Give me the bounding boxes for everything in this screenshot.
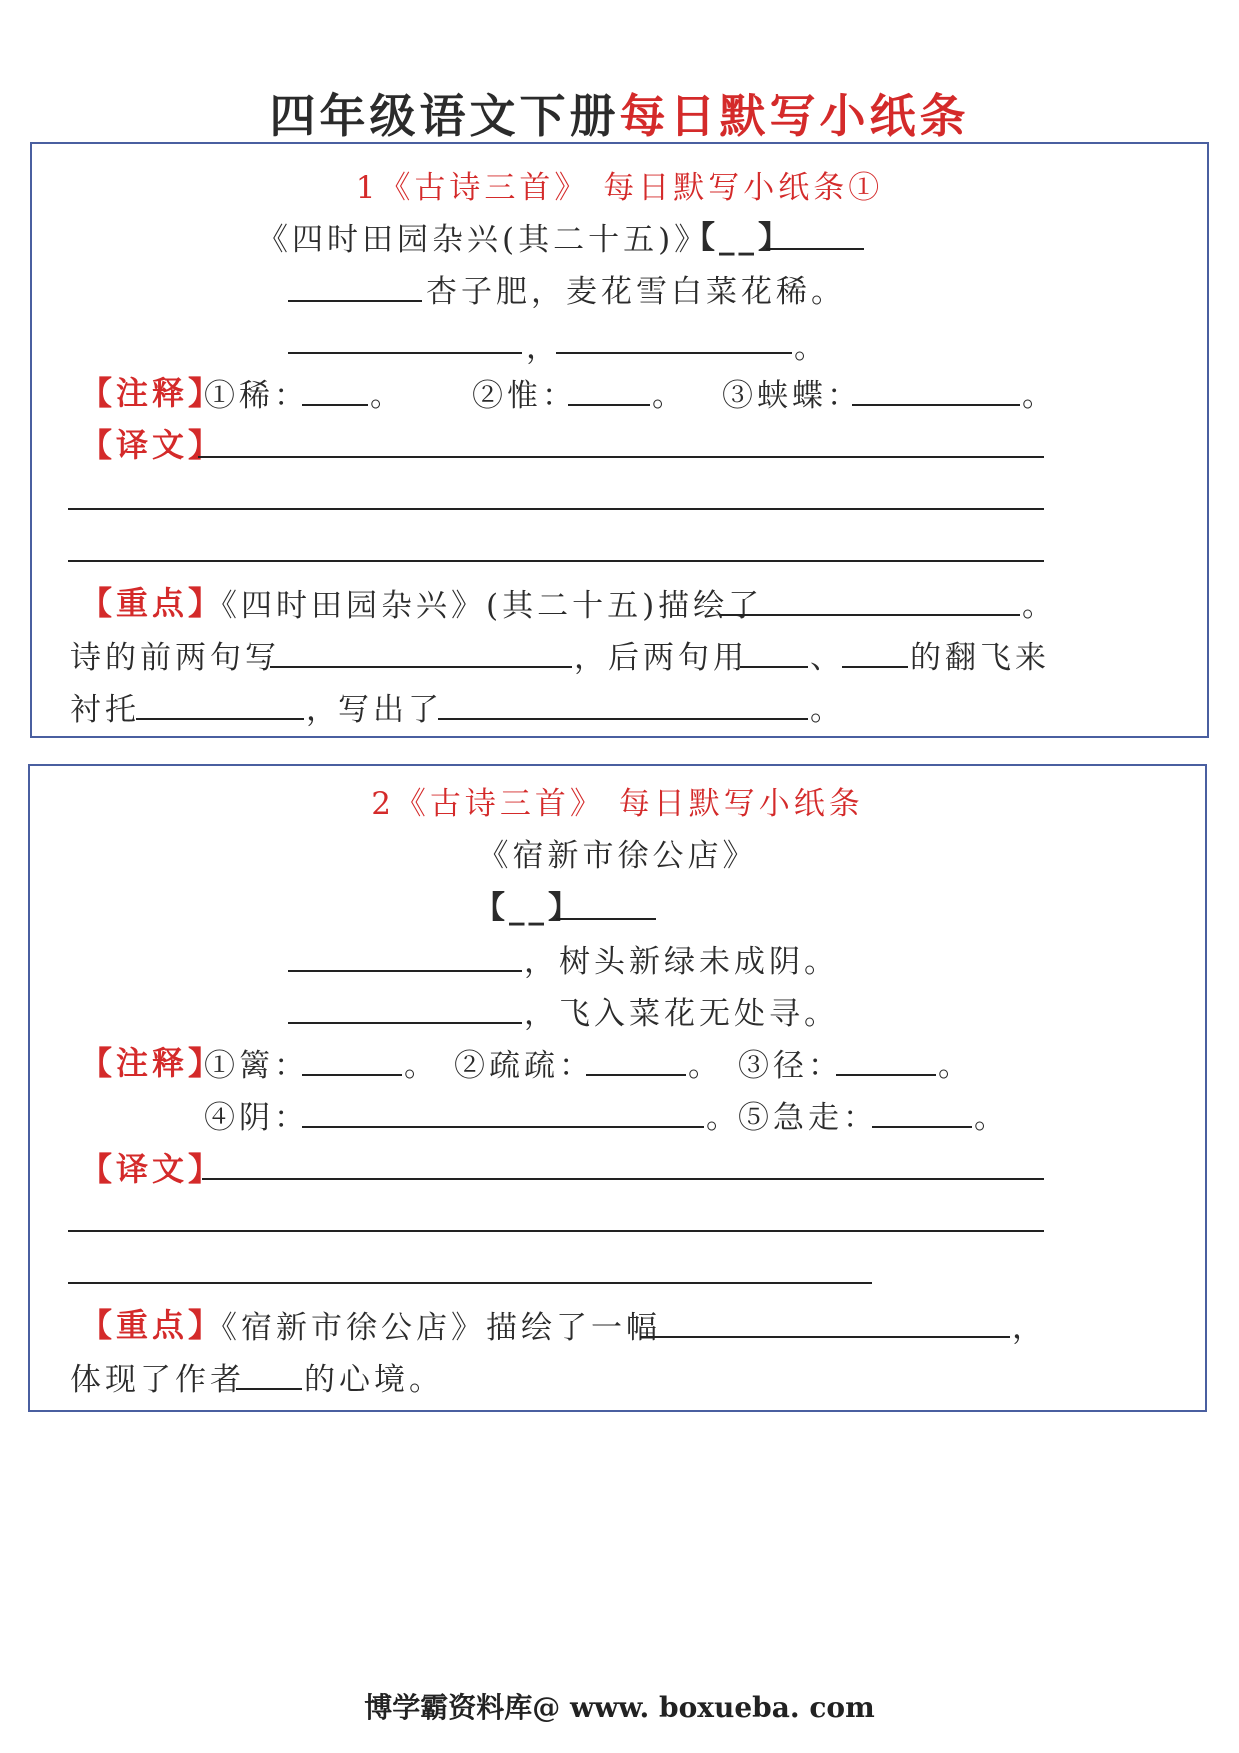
key-text-1-1: 《四时田园杂兴》(其二十五)描绘了 bbox=[206, 588, 764, 624]
page-title: 四年级语文下册每日默写小纸条 bbox=[269, 89, 970, 143]
notes-label-1: 【注释】 bbox=[80, 374, 225, 412]
note-blank-2-2[interactable] bbox=[586, 1074, 686, 1076]
card-2 bbox=[28, 764, 1207, 1412]
key-blank-2-1[interactable] bbox=[640, 1336, 1010, 1338]
key-blank-1-1[interactable] bbox=[720, 614, 1020, 616]
verse-line-2-1: ，树头新绿未成阴。 bbox=[524, 944, 839, 980]
card-2-heading: 2《古诗三首》 每日默写小纸条 bbox=[371, 786, 864, 822]
footer-watermark: 博学霸资料库@ www. boxueba. com bbox=[364, 1691, 875, 1724]
key-period: 。 bbox=[810, 692, 845, 728]
note-2-2: ②疏疏： bbox=[454, 1048, 594, 1084]
translation-line-2-2[interactable] bbox=[68, 1230, 1044, 1232]
card-1 bbox=[30, 142, 1209, 738]
verse-comma: ， bbox=[526, 330, 561, 366]
key-text-2-2: 体现了作者 bbox=[70, 1362, 245, 1398]
note-blank-1-1[interactable] bbox=[302, 404, 368, 406]
note-1-2: ②惟： bbox=[472, 378, 577, 414]
verse-blank-2-1[interactable] bbox=[288, 970, 522, 972]
note-period: 。 bbox=[706, 1100, 741, 1136]
card-1-heading: 1《古诗三首》 每日默写小纸条① bbox=[355, 170, 884, 206]
verse-line-2-2: ，飞入菜花无处寻。 bbox=[524, 996, 839, 1032]
key-text-1-5: 衬托 bbox=[70, 692, 140, 728]
author-blank-1[interactable] bbox=[766, 248, 864, 250]
author-blank-2[interactable] bbox=[556, 918, 656, 920]
note-blank-1-3[interactable] bbox=[852, 404, 1020, 406]
verse-blank-1[interactable] bbox=[288, 300, 422, 302]
poem-title-1: 《四时田园杂兴(其二十五)》 bbox=[257, 222, 710, 258]
key-label-1: 【重点】 bbox=[80, 584, 225, 622]
note-1-3: ③蛱蝶： bbox=[722, 378, 862, 414]
note-blank-2-3[interactable] bbox=[836, 1074, 936, 1076]
poem-title-2: 《宿新市徐公店》 bbox=[477, 838, 758, 874]
key-blank-1-3[interactable] bbox=[740, 666, 808, 668]
note-period: 。 bbox=[404, 1048, 439, 1084]
key-period: 。 bbox=[1022, 588, 1057, 624]
key-comma: ， bbox=[574, 640, 609, 676]
verse-blank-2[interactable] bbox=[288, 352, 522, 354]
translation-line-2-1[interactable] bbox=[202, 1178, 1044, 1180]
key-label-2: 【重点】 bbox=[80, 1306, 225, 1344]
verse-blank-3[interactable] bbox=[556, 352, 792, 354]
verse-line-1: 杏子肥，麦花雪白菜花稀。 bbox=[426, 274, 846, 310]
note-2-4: ④阴： bbox=[204, 1100, 309, 1136]
note-blank-2-1[interactable] bbox=[302, 1074, 402, 1076]
note-blank-2-4[interactable] bbox=[302, 1126, 704, 1128]
key-blank-2-2[interactable] bbox=[236, 1388, 302, 1390]
verse-blank-2-2[interactable] bbox=[288, 1022, 522, 1024]
key-dunhao: 、 bbox=[810, 640, 845, 676]
key-text-1-2: 诗的前两句写 bbox=[70, 640, 280, 676]
translation-line-1-3[interactable] bbox=[68, 560, 1044, 562]
key-text-1-4: 的翻飞来 bbox=[910, 640, 1050, 676]
key-blank-1-5[interactable] bbox=[136, 718, 304, 720]
translation-line-1-1[interactable] bbox=[198, 456, 1044, 458]
note-period: 。 bbox=[1022, 378, 1057, 414]
key-comma: ， bbox=[1012, 1310, 1047, 1346]
note-period: 。 bbox=[688, 1048, 723, 1084]
key-text-1-3: 后两句用 bbox=[608, 640, 748, 676]
note-period: 。 bbox=[938, 1048, 973, 1084]
key-blank-1-6[interactable] bbox=[438, 718, 808, 720]
note-blank-2-5[interactable] bbox=[872, 1126, 972, 1128]
key-blank-1-2[interactable] bbox=[270, 666, 572, 668]
author-bracket-1[interactable]: 【__】 bbox=[684, 220, 793, 256]
note-1-1: ①稀： bbox=[204, 378, 309, 414]
verse-period: 。 bbox=[794, 330, 829, 366]
author-bracket-2[interactable]: 【__】 bbox=[474, 890, 583, 926]
key-blank-1-4[interactable] bbox=[842, 666, 908, 668]
note-blank-1-2[interactable] bbox=[568, 404, 650, 406]
note-period: 。 bbox=[652, 378, 687, 414]
key-text-2-1: 《宿新市徐公店》描绘了一幅 bbox=[206, 1310, 661, 1346]
note-period: 。 bbox=[974, 1100, 1009, 1136]
note-2-3: ③径： bbox=[738, 1048, 843, 1084]
translation-line-1-2[interactable] bbox=[68, 508, 1044, 510]
translation-label-1: 【译文】 bbox=[80, 426, 225, 464]
note-2-5: ⑤急走： bbox=[738, 1100, 878, 1136]
translation-label-2: 【译文】 bbox=[80, 1150, 225, 1188]
key-comma: ， bbox=[306, 692, 341, 728]
note-2-1: ①篱： bbox=[204, 1048, 309, 1084]
note-period: 。 bbox=[370, 378, 405, 414]
key-text-1-6: 写出了 bbox=[338, 692, 443, 728]
translation-line-2-3[interactable] bbox=[68, 1282, 872, 1284]
notes-label-2: 【注释】 bbox=[80, 1044, 225, 1082]
key-text-2-3: 的心境。 bbox=[304, 1362, 444, 1398]
